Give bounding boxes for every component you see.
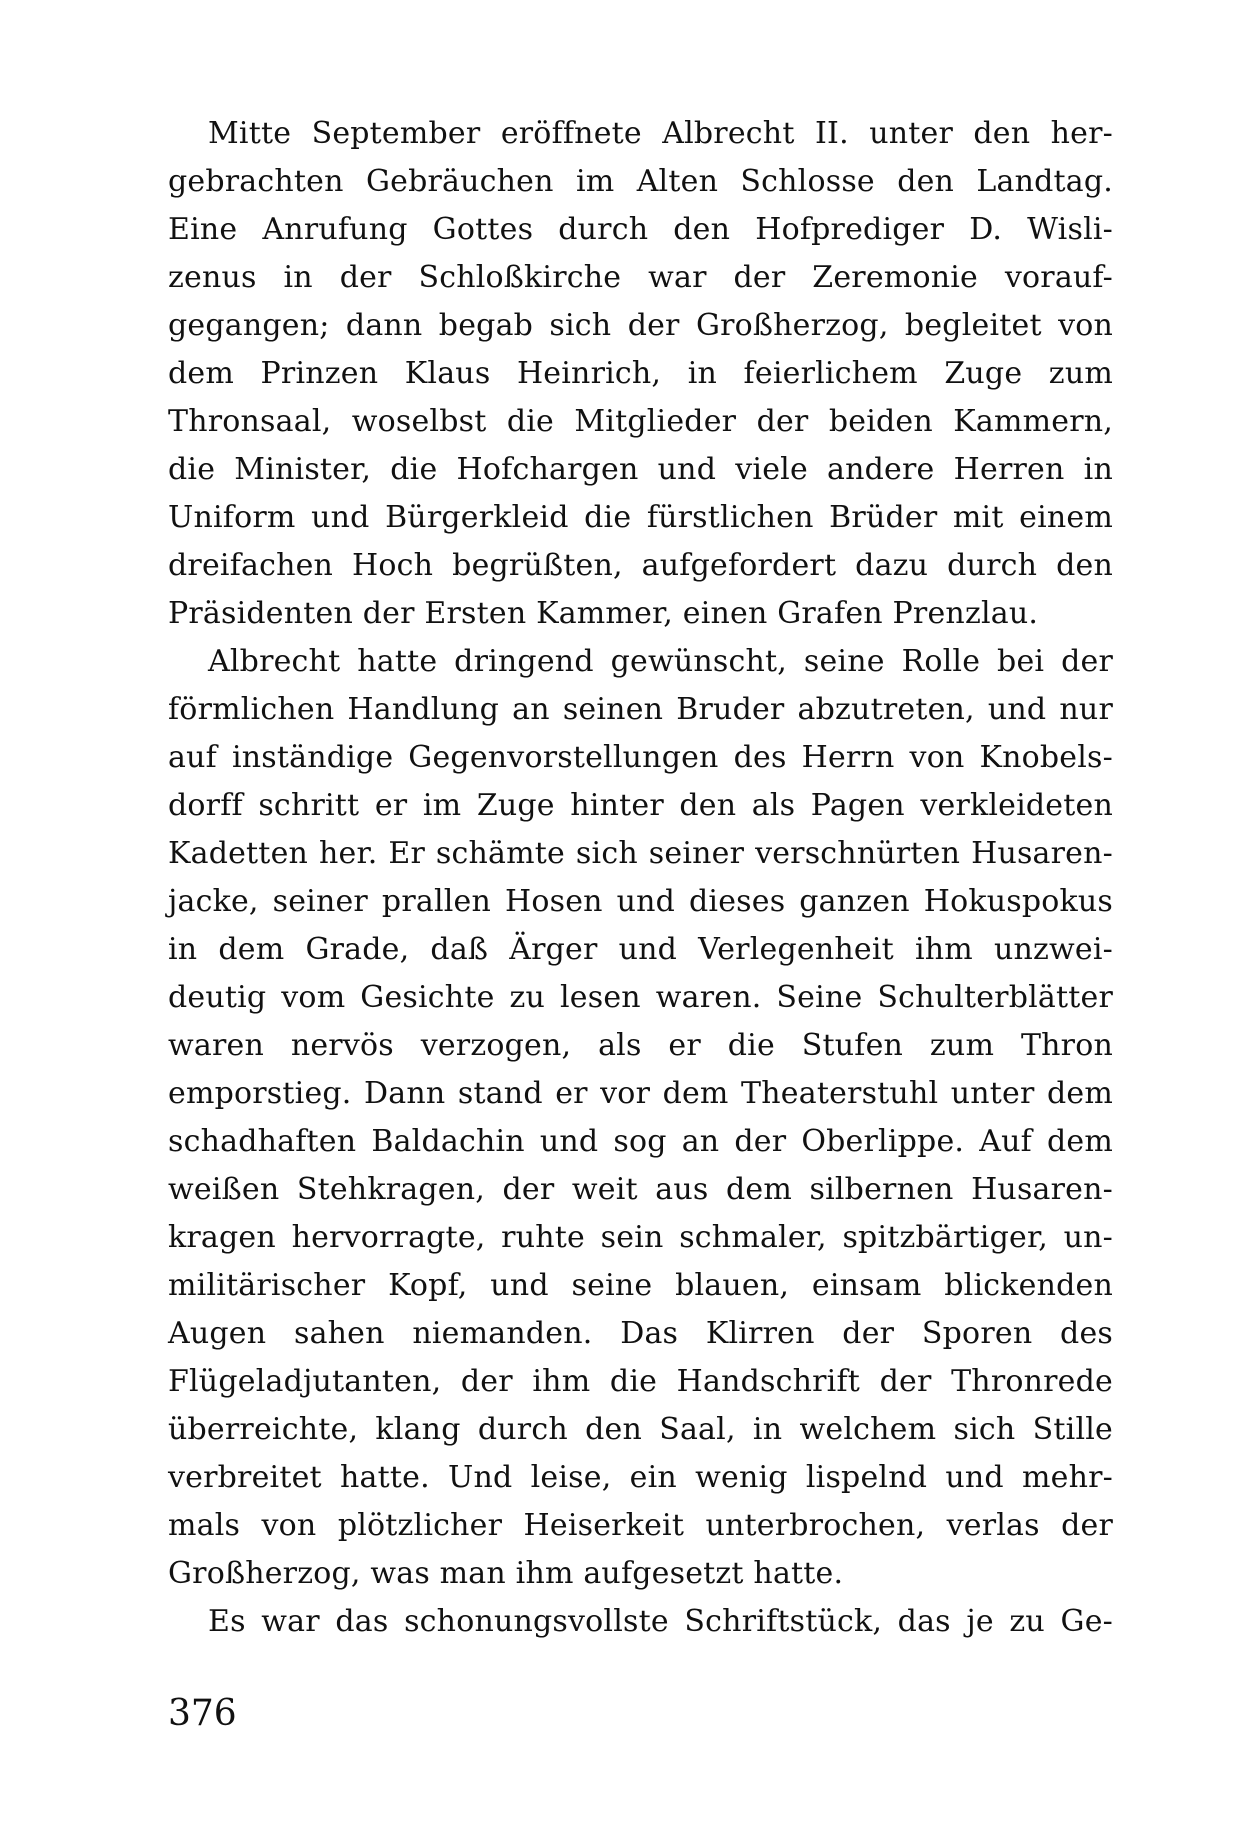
text-line: die Minister, die Hofchargen und viele andere Herren in	[168, 452, 1113, 487]
text-line: Großherzog, was man ihm aufgesetzt hatte.	[168, 1556, 844, 1591]
text-line: zenus in der Schloßkirche war der Zeremonie vorauf-	[168, 260, 1113, 295]
text-line: Uniform und Bürgerkleid die fürstlichen Brüder mit einem	[168, 500, 1113, 535]
text-line: gegangen; dann begab sich der Großherzog, begleitet von	[168, 308, 1113, 343]
text-line: dreifachen Hoch begrüßten, aufgefordert dazu durch den	[168, 548, 1113, 583]
text-line: Präsidenten der Ersten Kammer, einen Grafen Prenzlau.	[168, 596, 1039, 631]
text-line: militärischer Kopf, und seine blauen, einsam blickenden	[168, 1268, 1113, 1303]
text-line: überreichte, klang durch den Saal, in welchem sich Stille	[168, 1412, 1113, 1447]
text-line: dem Prinzen Klaus Heinrich, in feierlichem Zuge zum	[168, 356, 1113, 391]
text-line: Augen sahen niemanden. Das Klirren der Sporen des	[168, 1316, 1113, 1351]
text-line: Thronsaal, woselbst die Mitglieder der beiden Kammern,	[168, 404, 1113, 439]
text-line: Flügeladjutanten, der ihm die Handschrift der Thronrede	[168, 1364, 1113, 1399]
text-line: auf inständige Gegenvorstellungen des Herrn von Knobels-	[168, 740, 1113, 775]
paragraph-2	[168, 638, 1113, 1598]
text-line: dorff schritt er im Zuge hinter den als Pagen verkleideten	[168, 788, 1113, 823]
text-line: Es war das schonungsvollste Schriftstück, das je zu Ge-	[208, 1604, 1113, 1639]
text-line: Albrecht hatte dringend gewünscht, seine Rolle bei der	[208, 644, 1113, 679]
text-line: deutig vom Gesichte zu lesen waren. Seine Schulterblätter	[168, 980, 1113, 1015]
text-line: mals von plötzlicher Heiserkeit unterbrochen, verlas der	[168, 1508, 1113, 1543]
text-line: Kadetten her. Er schämte sich seiner verschnürten Husaren-	[168, 836, 1113, 871]
text-line: emporstieg. Dann stand er vor dem Theaterstuhl unter dem	[168, 1076, 1113, 1111]
text-line: förmlichen Handlung an seinen Bruder abzutreten, und nur	[168, 692, 1113, 727]
body-text	[168, 110, 1113, 1646]
paragraph-3	[168, 1598, 1113, 1646]
text-line: Mitte September eröffnete Albrecht II. unter den her-	[208, 116, 1113, 151]
text-line: weißen Stehkragen, der weit aus dem silbernen Husaren-	[168, 1172, 1113, 1207]
page-number: 376	[168, 1693, 237, 1734]
text-line: kragen hervorragte, ruhte sein schmaler, spitzbärtiger, un-	[168, 1220, 1113, 1255]
text-line: gebrachten Gebräuchen im Alten Schlosse den Landtag.	[168, 164, 1113, 199]
text-line: in dem Grade, daß Ärger und Verlegenheit ihm unzwei-	[168, 932, 1113, 967]
text-line: schadhaften Baldachin und sog an der Oberlippe. Auf dem	[168, 1124, 1113, 1159]
text-line: verbreitet hatte. Und leise, ein wenig lispelnd und mehr-	[168, 1460, 1113, 1495]
paragraph-1	[168, 110, 1113, 638]
text-line: Eine Anrufung Gottes durch den Hofprediger D. Wisli-	[168, 212, 1113, 247]
text-line: waren nervös verzogen, als er die Stufen zum Thron	[168, 1028, 1113, 1063]
text-line: jacke, seiner prallen Hosen und dieses ganzen Hokuspokus	[168, 884, 1113, 919]
